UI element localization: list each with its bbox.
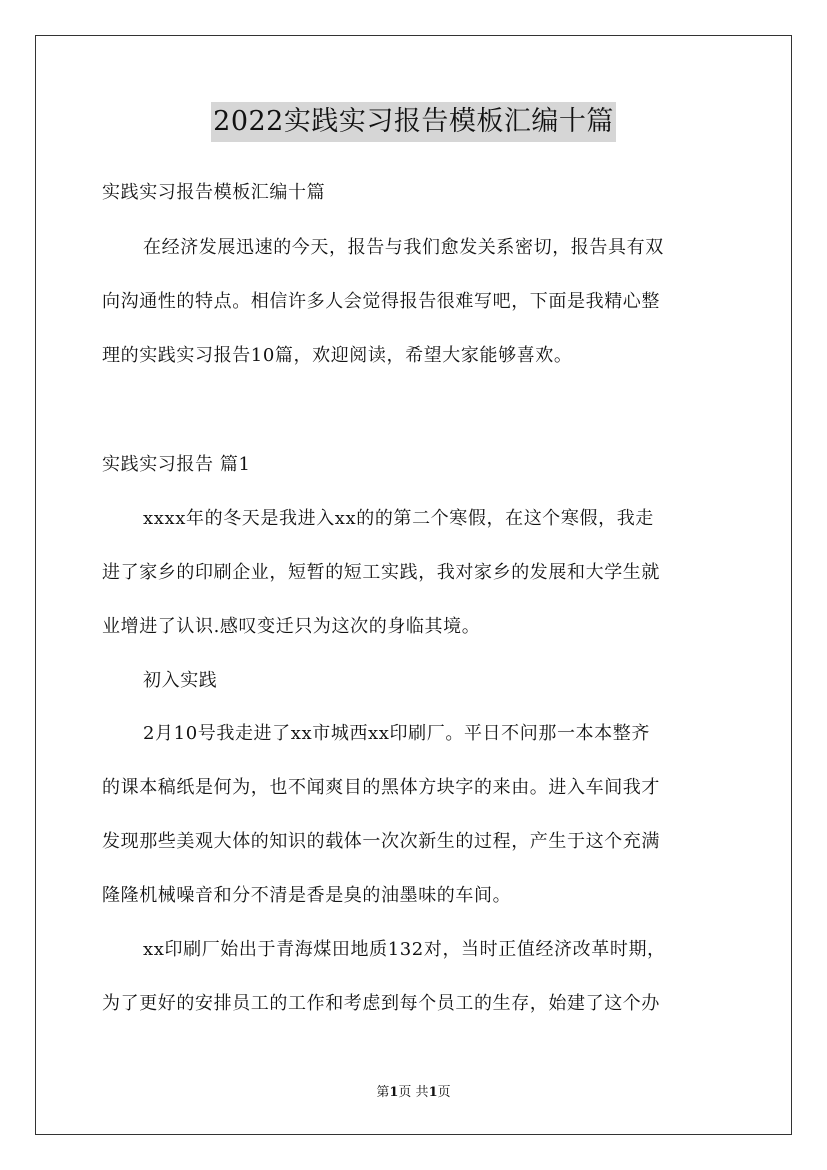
paragraph-line: xxxx年的冬天是我进入xx的的第二个寒假，在这个寒假，我走	[143, 508, 654, 529]
footer-total-suffix: 页	[437, 1085, 451, 1100]
intro-line-1: 在经济发展迅速的今天，报告与我们愈发关系密切，报告具有双	[143, 237, 664, 258]
paragraph-line: 隆隆机械噪音和分不清是香是臭的油墨味的车间。	[102, 885, 512, 906]
paragraph-line: xx印刷厂始出于青海煤田地质132对，当时正值经济改革时期，	[143, 939, 666, 960]
paragraph-line: 进了家乡的印刷企业，短暂的短工实践，我对家乡的发展和大学生就	[102, 562, 660, 583]
paragraph-line: 为了更好的安排员工的工作和考虑到每个员工的生存，始建了这个办	[102, 993, 660, 1014]
page-footer	[0, 1084, 827, 1102]
paragraph-line: 发现那些美观大体的知识的载体一次次新生的过程，产生于这个充满	[102, 831, 660, 852]
document-title: 2022实践实习报告模板汇编十篇	[211, 102, 616, 142]
paragraph-line: 的课本稿纸是何为，也不闻爽目的黑体方块字的来由。进入车间我才	[102, 777, 660, 798]
paragraph-line: 2月10号我走进了xx市城西xx印刷厂。平日不问那一本本整齐	[143, 723, 650, 744]
footer-page-prefix: 第	[376, 1085, 390, 1100]
footer-page-number: 1	[389, 1085, 399, 1100]
footer-page-suffix: 页 共	[398, 1085, 429, 1100]
title-container	[0, 102, 827, 142]
section-heading: 实践实习报告 篇1	[102, 454, 251, 475]
footer-total-pages: 1	[428, 1085, 438, 1100]
paragraph-line: 业增进了认识.感叹变迁只为这次的身临其境。	[102, 616, 481, 637]
intro-line-2: 向沟通性的特点。相信许多人会觉得报告很难写吧，下面是我精心整	[102, 291, 660, 312]
document-subtitle: 实践实习报告模板汇编十篇	[102, 182, 326, 203]
intro-line-3: 理的实践实习报告10篇，欢迎阅读，希望大家能够喜欢。	[102, 345, 573, 366]
subheading: 初入实践	[143, 670, 218, 691]
